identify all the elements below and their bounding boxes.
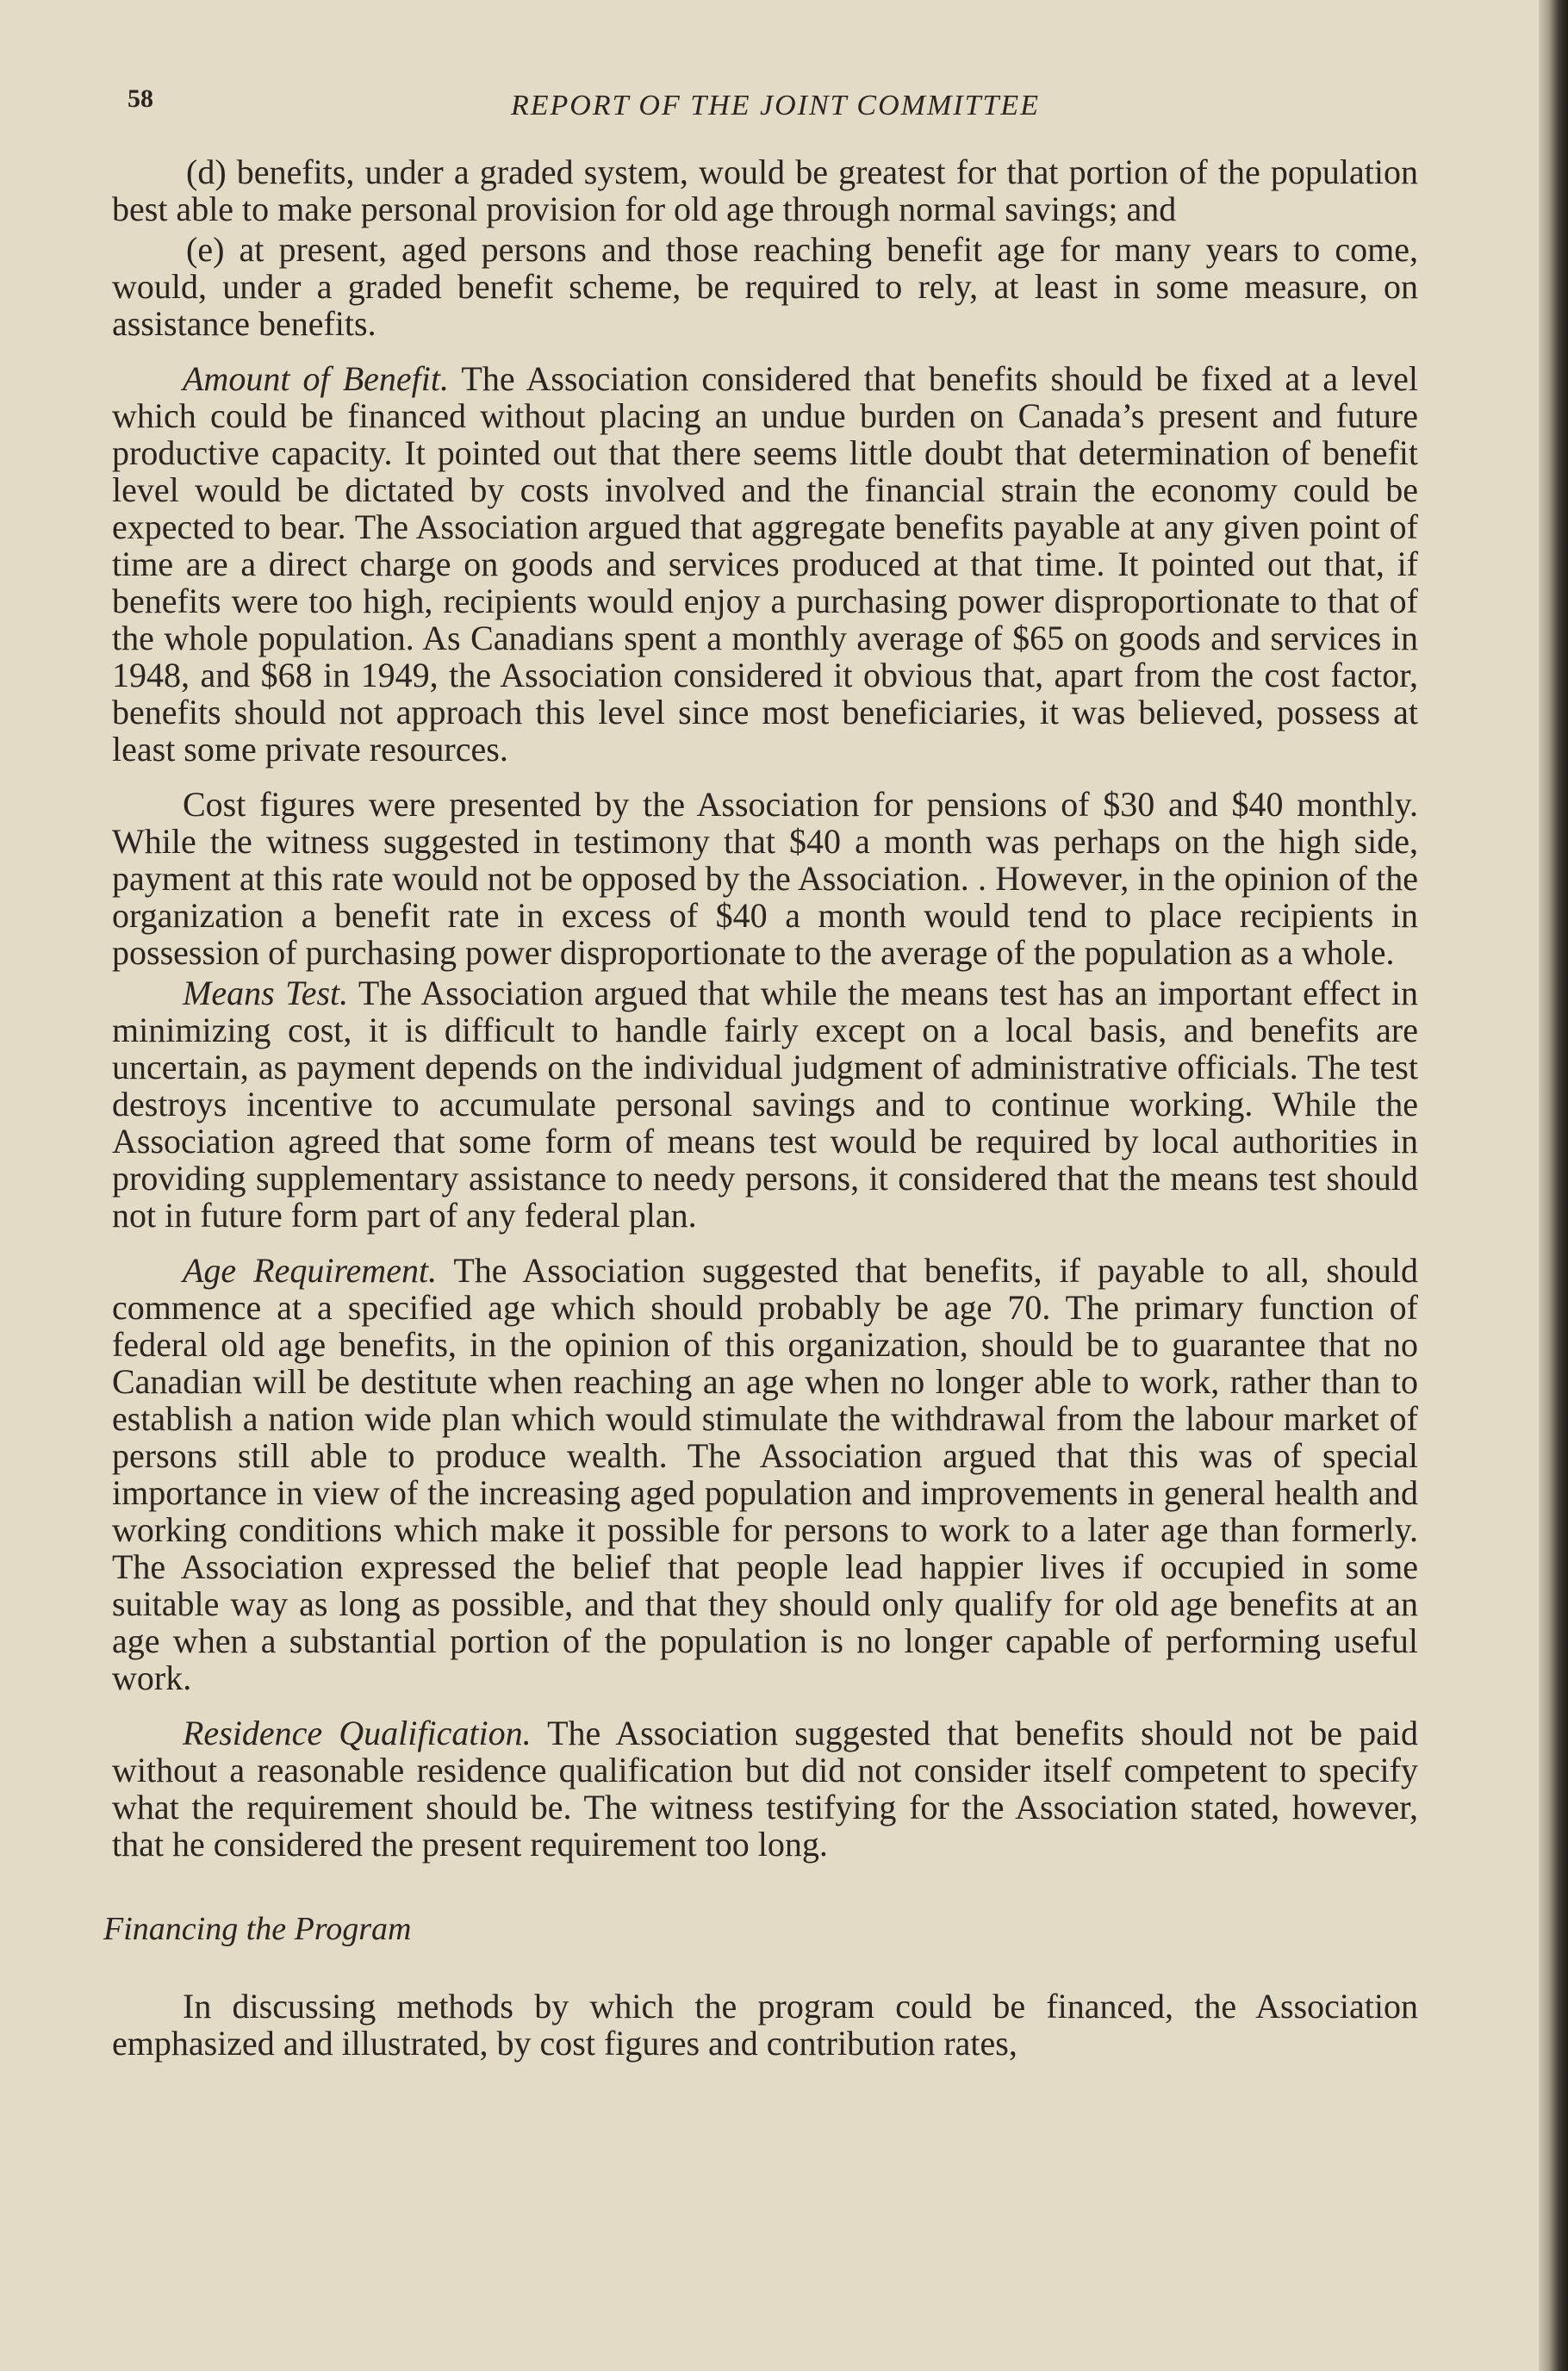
paragraph-text: (d) benefits, under a graded system, would be greatest for that portion of the population best able to make personal provision for old age through normal savings; and	[112, 152, 1418, 228]
paragraph-residence-qualification	[112, 1714, 1418, 1863]
paragraph-financing	[112, 1988, 1418, 2062]
page-binding-edge	[1539, 0, 1568, 2371]
page-number: 58	[128, 84, 153, 113]
paragraph-cost-figures	[112, 786, 1418, 971]
paragraph-text: The Association suggested that benefits, if payable to all, should commence at a specified age which should probably be age 70. The primary function of federal old age benefits, in the opinion of this organization, should be to guarantee that no Canadian will be destitute when reaching an age when no longer able to work, rather than to establish a nation wide plan which would stimulate the withdrawal from the labour market of persons still able to produce wealth. The Association argued that this was of special importance in view of the increasing aged population and improvements in general health and working conditions which make it possible for persons to work to a later age than formerly. The Association expressed the belief that people lead happier lives if occupied in some suitable way as long as possible, and that they should only qualify for old age benefits at an age when a substantial portion of the population is no longer capable of performing useful work.	[112, 1251, 1419, 1697]
paragraph-means-test	[112, 974, 1418, 1234]
paragraph-lead-heading: Amount of Benefit.	[183, 359, 450, 398]
paragraph-lead-heading: Age Requirement.	[183, 1251, 438, 1290]
paragraph-lead-heading: Means Test.	[183, 974, 349, 1012]
paragraph-item-e	[112, 231, 1418, 342]
paragraph-text: The Association considered that benefits should be fixed at a level which could be financed without placing an undue burden on Canada’s present and future productive capacity. It pointed out that there seems little doubt that determination of benefit level would be dictated by costs involved and the financial strain the economy could be expected to bear. The Association argued that aggregate benefits payable at any given point of time are a direct charge on goods and services produced at that time. It pointed out that, if benefits were too high, recipients would enjoy a purchasing power disproportionate to that of the whole population. As Canadians spent a monthly average of $65 on goods and services in 1948, and $68 in 1949, the Association considered it obvious that, apart from the cost factor, benefits should not approach this level since most beneficiaries, it was believed, possess at least some private resources.	[112, 359, 1418, 769]
paragraph-text: Cost figures were presented by the Association for pensions of $30 and $40 monthly. While the witness suggested in testimony that $40 a month was perhaps on the high side, payment at this rate would not be opposed by the Association. . However, in the opinion of the organization a benefit rate in excess of $40 a month would tend to place recipients in possession of purchasing power disproportionate to the average of the population as a whole.	[112, 785, 1418, 972]
paragraph-lead-heading: Residence Qualification.	[183, 1714, 532, 1752]
running-title: REPORT OF THE JOINT COMMITTEE	[511, 90, 1040, 121]
paragraph-item-d	[112, 153, 1418, 227]
paragraph-text: The Association suggested that benefits should not be paid without a reasonable residence qualification but did not consider itself competent to specify what the requirement should be. The witness testifying for the Association stated, however, that he considered the present requirement too long.	[112, 1714, 1418, 1864]
paragraph-text: In discussing methods by which the program could be financed, the Association emphasized and illustrated, by cost figures and contribution rates,	[112, 1987, 1418, 2063]
paragraph-age-requirement	[112, 1252, 1418, 1696]
section-heading: Financing the Program	[103, 1911, 412, 1947]
paragraph-text: The Association argued that while the means test has an important effect in minimizing cost, it is difficult to handle fairly except on a local basis, and benefits are uncertain, as payment depends on the individual judgment of administrative officials. The test destroys incentive to accumulate personal savings and to continue working. While the Association agreed that some form of means test would be required by local authorities in providing supplementary assistance to needy persons, it considered that the means test should not in future form part of any federal plan.	[112, 974, 1418, 1235]
paragraph-text: (e) at present, aged persons and those reaching benefit age for many years to come, would, under a graded benefit scheme, be required to rely, at least in some measure, on assistance benefits.	[112, 230, 1418, 343]
paragraph-amount-of-benefit	[112, 360, 1418, 768]
body-text	[103, 152, 1419, 2080]
